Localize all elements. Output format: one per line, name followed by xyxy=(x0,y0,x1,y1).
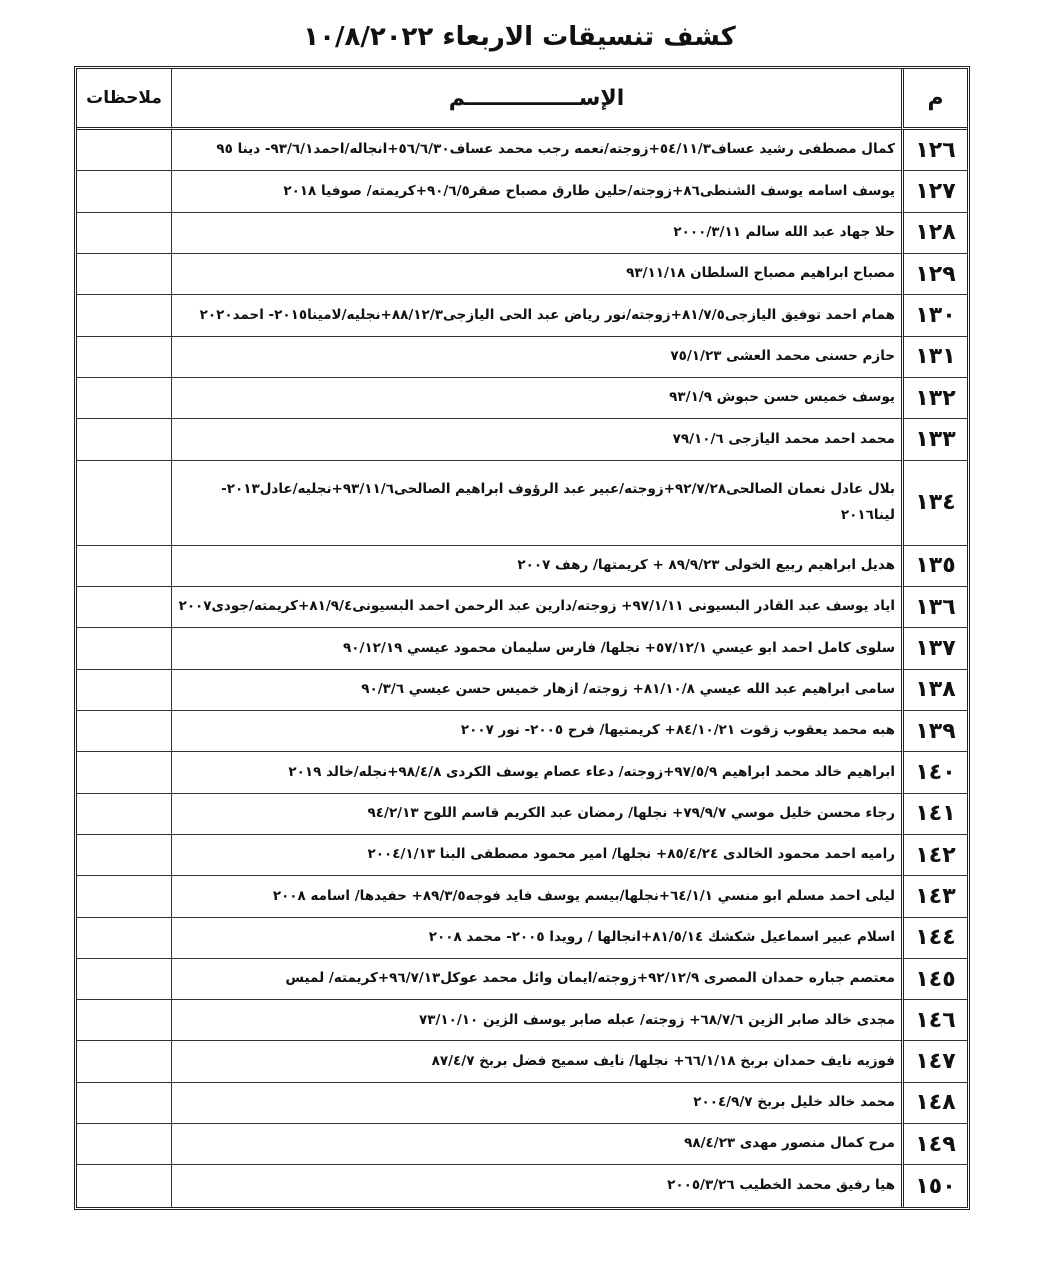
row-name-details: مرح كمال منصور مهدى ٩٨/٤/٢٣ xyxy=(171,1124,901,1165)
table-row xyxy=(77,254,967,295)
row-notes xyxy=(77,794,171,835)
row-notes xyxy=(77,918,171,959)
row-name-details: همام احمد توفيق اليازجى٨١/٧/٥+زوجته/نور رياض عبد الحى اليازجى٨٨/١٢/٣+نجليه/لامينا٢٠١٥- احمد٢٠٢٠ xyxy=(171,295,901,336)
row-notes xyxy=(77,1000,171,1041)
row-number: ١٤١ xyxy=(901,794,967,835)
row-notes xyxy=(77,378,171,419)
row-name-details: فوزيه نايف حمدان بربخ ٦٦/١/١٨+ نجلها/ نايف سميح فضل بربخ ٨٧/٤/٧ xyxy=(171,1041,901,1082)
table-row xyxy=(77,670,967,711)
table-row xyxy=(77,337,967,378)
row-name-details: ابراهيم خالد محمد ابراهيم ٩٧/٥/٩+زوجته/ دعاء عصام يوسف الكردى ٩٨/٤/٨+نجله/خالد ٢٠١٩ xyxy=(171,752,901,793)
row-notes xyxy=(77,546,171,587)
row-name-details: محمد احمد محمد اليازجى ٧٩/١٠/٦ xyxy=(171,419,901,460)
table-row xyxy=(77,1165,967,1207)
row-notes xyxy=(77,628,171,669)
table-row xyxy=(77,546,967,587)
row-name-details: هيا رفيق محمد الخطيب ٢٠٠٥/٣/٢٦ xyxy=(171,1165,901,1207)
row-number: ١٣٢ xyxy=(901,378,967,419)
row-name-details: راميه احمد محمود الخالدى ٨٥/٤/٢٤+ نجلها/ امير محمود مصطفى البنا ٢٠٠٤/١/١٣ xyxy=(171,835,901,876)
table-row xyxy=(77,295,967,336)
row-number: ١٣٦ xyxy=(901,587,967,628)
row-name-details: يوسف اسامه يوسف الشنطى٨٦+زوجته/حلين طارق مصباح صقر٩٠/٦/٥+كريمته/ صوفيا ٢٠١٨ xyxy=(171,171,901,212)
row-notes xyxy=(77,959,171,1000)
row-name-details: سلوى كامل احمد ابو عيسي ٥٧/١٢/١+ نجلها/ فارس سليمان محمود عيسي ٩٠/١٢/١٩ xyxy=(171,628,901,669)
table-row xyxy=(77,918,967,959)
row-notes xyxy=(77,295,171,336)
row-number: ١٢٧ xyxy=(901,171,967,212)
table-row xyxy=(77,835,967,876)
row-notes xyxy=(77,254,171,295)
table-row xyxy=(77,959,967,1000)
table-row xyxy=(77,213,967,254)
table-row xyxy=(77,130,967,171)
table-row xyxy=(77,876,967,917)
row-number: ١٤٠ xyxy=(901,752,967,793)
row-number: ١٥٠ xyxy=(901,1165,967,1207)
row-notes xyxy=(77,1041,171,1082)
row-notes xyxy=(77,1165,171,1207)
table-row xyxy=(77,1000,967,1041)
row-notes xyxy=(77,1124,171,1165)
coordination-table xyxy=(77,69,967,1207)
row-number: ١٤٣ xyxy=(901,876,967,917)
header-name: الإســـــــــــــــم xyxy=(171,69,901,130)
page-title: كشف تنسيقات الاربعاء ١٠/٨/٢٠٢٢ xyxy=(303,22,736,52)
header-notes: ملاحظات xyxy=(77,69,171,130)
row-number: ١٤٧ xyxy=(901,1041,967,1082)
row-notes xyxy=(77,1083,171,1124)
row-notes xyxy=(77,752,171,793)
row-number: ١٣١ xyxy=(901,337,967,378)
row-name-details: حلا جهاد عبد الله سالم ٢٠٠٠/٣/١١ xyxy=(171,213,901,254)
row-notes xyxy=(77,670,171,711)
table-body xyxy=(77,130,967,1207)
table-row xyxy=(77,628,967,669)
table-row xyxy=(77,1083,967,1124)
row-name-details: يوسف خميس حسن حبوش ٩٣/١/٩ xyxy=(171,378,901,419)
row-notes xyxy=(77,171,171,212)
row-number: ١٢٦ xyxy=(901,130,967,171)
row-name-details: حازم حسنى محمد العشى ٧٥/١/٢٣ xyxy=(171,337,901,378)
row-name-details: هديل ابراهيم ربيع الخولى ٨٩/٩/٢٣ + كريمتها/ رهف ٢٠٠٧ xyxy=(171,546,901,587)
row-name-details: اسلام عبير اسماعيل شكشك ٨١/٥/١٤+انجالها / رويدا ٢٠٠٥- محمد ٢٠٠٨ xyxy=(171,918,901,959)
table-row xyxy=(77,794,967,835)
row-name-details: محمد خالد خليل بربخ ٢٠٠٤/٩/٧ xyxy=(171,1083,901,1124)
row-notes xyxy=(77,130,171,171)
row-number: ١٤٦ xyxy=(901,1000,967,1041)
row-number: ١٣٨ xyxy=(901,670,967,711)
row-number: ١٢٩ xyxy=(901,254,967,295)
table-row xyxy=(77,461,967,546)
row-notes xyxy=(77,419,171,460)
row-number: ١٤٢ xyxy=(901,835,967,876)
row-number: ١٣٤ xyxy=(901,461,967,546)
row-name-details: كمال مصطفى رشيد عساف٥٤/١١/٣+زوجته/نعمه رجب محمد عساف٥٦/٦/٣٠+انجاله/احمد٩٣/٦/١- دينا ٩٥ xyxy=(171,130,901,171)
row-name-details: اياد يوسف عبد القادر البسيونى ٩٧/١/١١+ زوجته/دارين عبد الرحمن احمد البسيونى٨١/٩/٤+كريمته/جودى٢٠٠٧ xyxy=(171,587,901,628)
row-number: ١٢٨ xyxy=(901,213,967,254)
table-row xyxy=(77,711,967,752)
row-name-details: بلال عادل نعمان الصالحى٩٢/٧/٢٨+زوجته/عبير عبد الرؤوف ابراهيم الصالحى٩٣/١١/٦+نجليه/عادل٢٠١٣- لينا٢٠١٦ xyxy=(171,461,901,546)
row-name-details: هبه محمد يعقوب زقوت ٨٤/١٠/٢١+ كريمتيها/ فرح ٢٠٠٥- نور ٢٠٠٧ xyxy=(171,711,901,752)
row-notes xyxy=(77,876,171,917)
row-number: ١٣٧ xyxy=(901,628,967,669)
table-row xyxy=(77,378,967,419)
row-notes xyxy=(77,213,171,254)
table-row xyxy=(77,587,967,628)
row-number: ١٣٣ xyxy=(901,419,967,460)
table-row xyxy=(77,171,967,212)
row-name-details: مصباح ابراهيم مصباح السلطان ٩٣/١١/١٨ xyxy=(171,254,901,295)
row-name-details: سامى ابراهيم عبد الله عيسي ٨١/١٠/٨+ زوجته/ ازهار خميس حسن عيسي ٩٠/٣/٦ xyxy=(171,670,901,711)
table-row xyxy=(77,1124,967,1165)
row-notes xyxy=(77,587,171,628)
table-row xyxy=(77,752,967,793)
row-notes xyxy=(77,711,171,752)
header-number: م xyxy=(901,69,967,130)
row-number: ١٤٥ xyxy=(901,959,967,1000)
row-notes xyxy=(77,337,171,378)
row-notes xyxy=(77,461,171,546)
row-number: ١٣٩ xyxy=(901,711,967,752)
coordination-table-frame xyxy=(74,66,970,1210)
row-name-details: ليلى احمد مسلم ابو منسي ٦٤/١/١+نجلها/بيسم يوسف فايد فوجه٨٩/٣/٥+ حفيدها/ اسامه ٢٠٠٨ xyxy=(171,876,901,917)
row-number: ١٤٤ xyxy=(901,918,967,959)
row-number: ١٣٠ xyxy=(901,295,967,336)
row-name-details: معتصم جباره حمدان المصرى ٩٢/١٢/٩+زوجته/ايمان وائل محمد عوكل٩٦/٧/١٣+كريمته/ لميس xyxy=(171,959,901,1000)
row-number: ١٤٩ xyxy=(901,1124,967,1165)
table-header-row xyxy=(77,69,967,130)
row-notes xyxy=(77,835,171,876)
table-row xyxy=(77,1041,967,1082)
row-name-details: رجاء محسن خليل موسي ٧٩/٩/٧+ نجلها/ رمضان عبد الكريم قاسم اللوح ٩٤/٢/١٣ xyxy=(171,794,901,835)
row-number: ١٣٥ xyxy=(901,546,967,587)
table-row xyxy=(77,419,967,460)
row-name-details: مجدى خالد صابر الزين ٦٨/٧/٦+ زوجته/ عبله صابر يوسف الزين ٧٣/١٠/١٠ xyxy=(171,1000,901,1041)
row-number: ١٤٨ xyxy=(901,1083,967,1124)
